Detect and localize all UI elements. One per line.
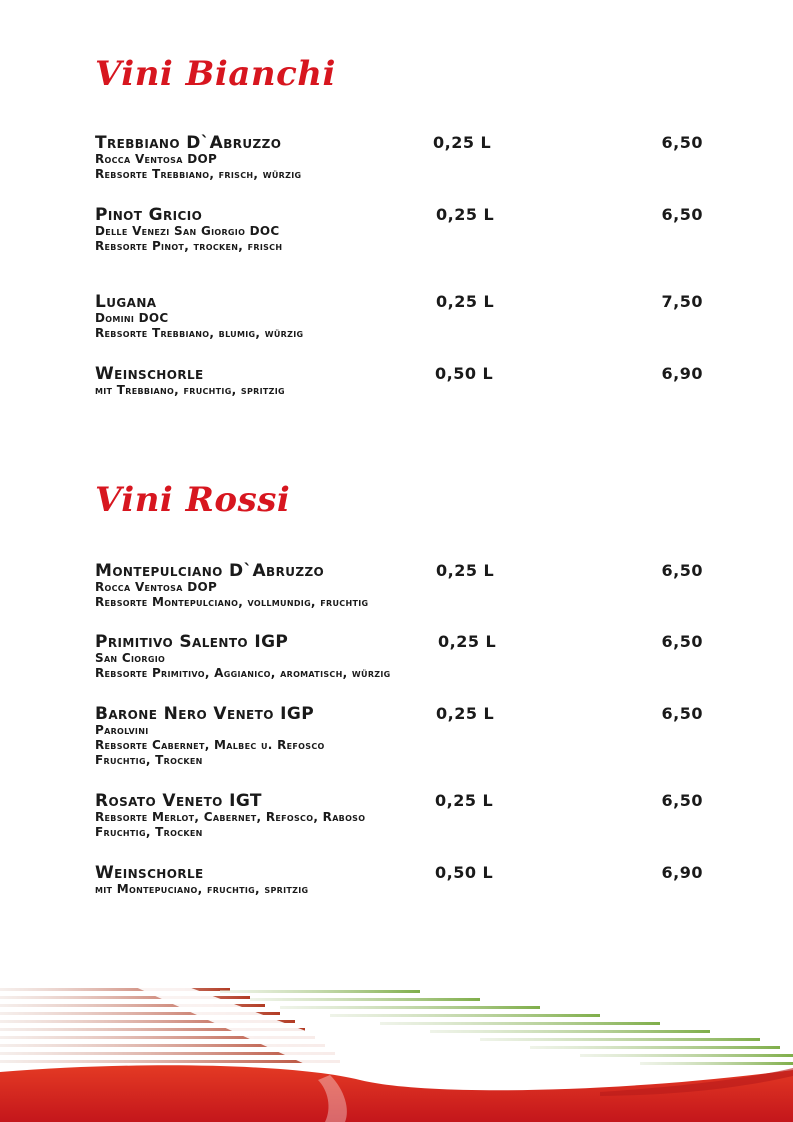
item-name: Montepulciano D`Abruzzo xyxy=(95,561,325,581)
item-price: 6,50 xyxy=(661,561,703,580)
item-desc: Fruchtig, Trocken xyxy=(95,753,203,767)
item-name: Pinot Gricio xyxy=(95,205,203,225)
item-desc: Rebsorte Pinot, trocken, frisch xyxy=(95,239,283,253)
menu-item-trebbiano xyxy=(95,134,705,182)
item-desc: Rebsorte Merlot, Cabernet, Refosco, Raboso xyxy=(95,810,366,824)
item-name: Trebbiano D`Abruzzo xyxy=(95,133,282,153)
item-price: 6,50 xyxy=(661,205,703,224)
item-price: 7,50 xyxy=(661,292,703,311)
item-desc: Rebsorte Primitivo, Aggianico, aromatisch, würzig xyxy=(95,666,391,680)
item-volume: 0,25 L xyxy=(436,704,495,723)
item-name: Weinschorle xyxy=(95,364,204,384)
menu-item-rosato-veneto xyxy=(95,792,705,840)
item-desc: Fruchtig, Trocken xyxy=(95,825,203,839)
item-desc: Rebsorte Trebbiano, blumig, würzig xyxy=(95,326,304,340)
flag-wave-decoration xyxy=(0,980,793,1122)
item-desc: Domini DOC xyxy=(95,311,169,325)
section-title-vini-rossi: Vini Rossi xyxy=(95,480,291,520)
item-name: Primitivo Salento IGP xyxy=(95,632,289,652)
item-desc: Rocca Ventosa DOP xyxy=(95,152,218,166)
item-price: 6,50 xyxy=(661,791,703,810)
menu-item-barone-nero xyxy=(95,705,705,768)
item-desc: Rocca Ventosa DOP xyxy=(95,580,218,594)
item-volume: 0,50 L xyxy=(435,863,494,882)
item-volume: 0,50 L xyxy=(435,364,494,383)
menu-item-montepulciano xyxy=(95,562,705,610)
item-name: Lugana xyxy=(95,292,157,312)
section-title-vini-bianchi: Vini Bianchi xyxy=(95,54,336,94)
menu-item-primitivo xyxy=(95,633,705,681)
item-desc: Rebsorte Cabernet, Malbec u. Refosco xyxy=(95,738,325,752)
item-volume: 0,25 L xyxy=(435,791,494,810)
item-volume: 0,25 L xyxy=(436,561,495,580)
item-name: Weinschorle xyxy=(95,863,204,883)
menu-item-pinot-gricio xyxy=(95,206,705,254)
item-desc: Rebsorte Montepulciano, vollmundig, fruchtig xyxy=(95,595,369,609)
menu-item-weinschorle-rosso xyxy=(95,864,705,897)
item-desc: San Ciorgio xyxy=(95,651,166,665)
item-volume: 0,25 L xyxy=(433,133,492,152)
item-desc: Parolvini xyxy=(95,723,149,737)
menu-item-weinschorle-bianco xyxy=(95,365,705,398)
item-desc: mit Trebbiano, fruchtig, spritzig xyxy=(95,383,285,397)
item-volume: 0,25 L xyxy=(436,205,495,224)
item-volume: 0,25 L xyxy=(436,292,495,311)
item-name: Barone Nero Veneto IGP xyxy=(95,704,315,724)
item-volume: 0,25 L xyxy=(438,632,497,651)
item-price: 6,90 xyxy=(661,364,703,383)
menu-item-lugana xyxy=(95,293,705,341)
item-price: 6,50 xyxy=(661,632,703,651)
item-desc: Delle Venezi San Giorgio DOC xyxy=(95,224,280,238)
item-name: Rosato Veneto IGT xyxy=(95,791,262,811)
item-desc: mit Montepuciano, fruchtig, spritzig xyxy=(95,882,309,896)
item-desc: Rebsorte Trebbiano, frisch, würzig xyxy=(95,167,302,181)
item-price: 6,90 xyxy=(661,863,703,882)
item-price: 6,50 xyxy=(661,133,703,152)
item-price: 6,50 xyxy=(661,704,703,723)
